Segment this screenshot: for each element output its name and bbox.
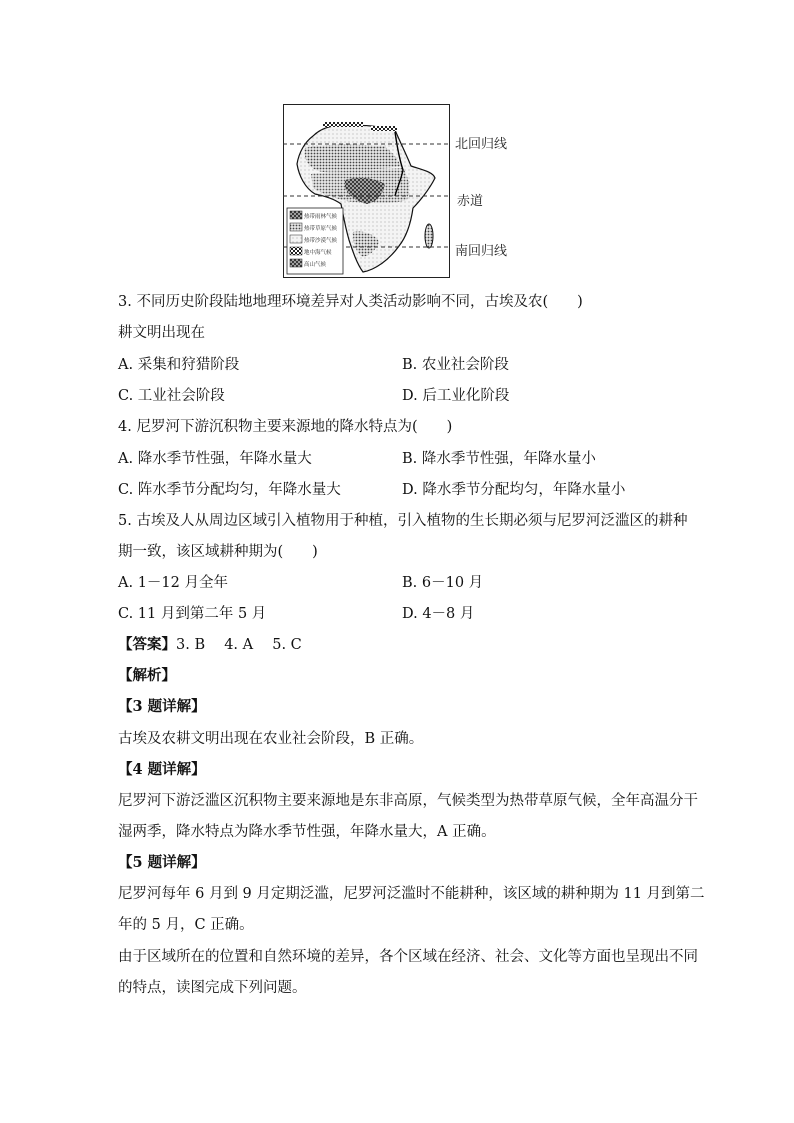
q5-stem-line2: 期一致，该区域耕种期为( ) xyxy=(118,544,318,560)
q5-option-c: C. 11 月到第二年 5 月 xyxy=(118,606,267,622)
legend-item-4: 地中海气候 xyxy=(304,250,332,256)
detail-4-heading: 【4 题详解】 xyxy=(118,761,206,778)
q3-stem-line1: 3. 不同历史阶段陆地地理环境差异对人类活动影响不同，古埃及农( ) xyxy=(118,294,583,310)
legend-item-1: 热带雨林气候 xyxy=(304,214,338,220)
q5-option-d: D. 4－8 月 xyxy=(402,606,475,622)
q3-stem-line2: 耕文明出现在 xyxy=(118,325,205,341)
africa-climate-map xyxy=(283,104,450,278)
legend-item-5: 高山气候 xyxy=(304,262,327,268)
answer-label: 【答案】 xyxy=(118,636,176,653)
q5-option-b: B. 6－10 月 xyxy=(402,575,484,591)
detail-4-line2: 湿两季，降水特点为降水季节性强，年降水量大，A 正确。 xyxy=(118,824,496,840)
equator-label: 赤道 xyxy=(457,194,484,209)
detail-3-text: 古埃及农耕文明出现在农业社会阶段，B 正确。 xyxy=(118,731,424,747)
mediterranean-east xyxy=(371,126,397,131)
detail-3-heading: 【3 题详解】 xyxy=(118,698,206,715)
intro-line1: 由于区域所在的位置和自然环境的差异，各个区域在经济、社会、文化等方面也呈现出不同 xyxy=(118,949,698,965)
answer-text: 3. B 4. A 5. C xyxy=(176,637,302,653)
madagascar xyxy=(425,224,433,248)
q4-option-a: A. 降水季节性强，年降水量大 xyxy=(118,451,312,467)
desert-region xyxy=(305,145,401,172)
detail-4-line1: 尼罗河下游泛滥区沉积物主要来源地是东非高原，气候类型为热带草原气候，全年高温分干 xyxy=(118,793,698,809)
q4-stem: 4. 尼罗河下游沉积物主要来源地的降水特点为( ) xyxy=(118,419,453,435)
q4-option-c: C. 阵水季节分配均匀，年降水量大 xyxy=(118,482,341,498)
q4-option-d: D. 降水季节分配均匀，年降水量小 xyxy=(402,482,626,498)
q3-option-b: B. 农业社会阶段 xyxy=(402,357,509,373)
q5-option-a: A. 1－12 月全年 xyxy=(118,575,228,591)
q3-option-d: D. 后工业化阶段 xyxy=(402,388,510,404)
africa-map-graphic xyxy=(283,104,450,278)
legend-item-3: 热带沙漠气候 xyxy=(304,238,338,244)
mediterranean-north xyxy=(323,122,363,127)
tropic-cancer-label: 北回归线 xyxy=(455,137,508,152)
q3-option-c: C. 工业社会阶段 xyxy=(118,388,225,404)
detail-5-line1: 尼罗河每年 6 月到 9 月定期泛滥，尼罗河泛滥时不能耕种，该区域的耕种期为 11 月到第二 xyxy=(118,886,705,902)
tropic-capricorn-label: 南回归线 xyxy=(455,244,508,259)
legend-item-2: 热带草原气候 xyxy=(304,226,338,232)
q3-option-a: A. 采集和狩猎阶段 xyxy=(118,357,240,373)
analysis-heading: 【解析】 xyxy=(118,667,176,684)
detail-5-line2: 年的 5 月，C 正确。 xyxy=(118,917,254,933)
q5-stem-line1: 5. 古埃及人从周边区域引入植物用于种植，引入植物的生长期必须与尼罗河泛滥区的耕种 xyxy=(118,513,688,529)
detail-5-heading: 【5 题详解】 xyxy=(118,854,206,871)
answer-line xyxy=(118,633,302,654)
intro-line2: 的特点，读图完成下列问题。 xyxy=(118,980,307,996)
q4-option-b: B. 降水季节性强，年降水量小 xyxy=(402,451,596,467)
